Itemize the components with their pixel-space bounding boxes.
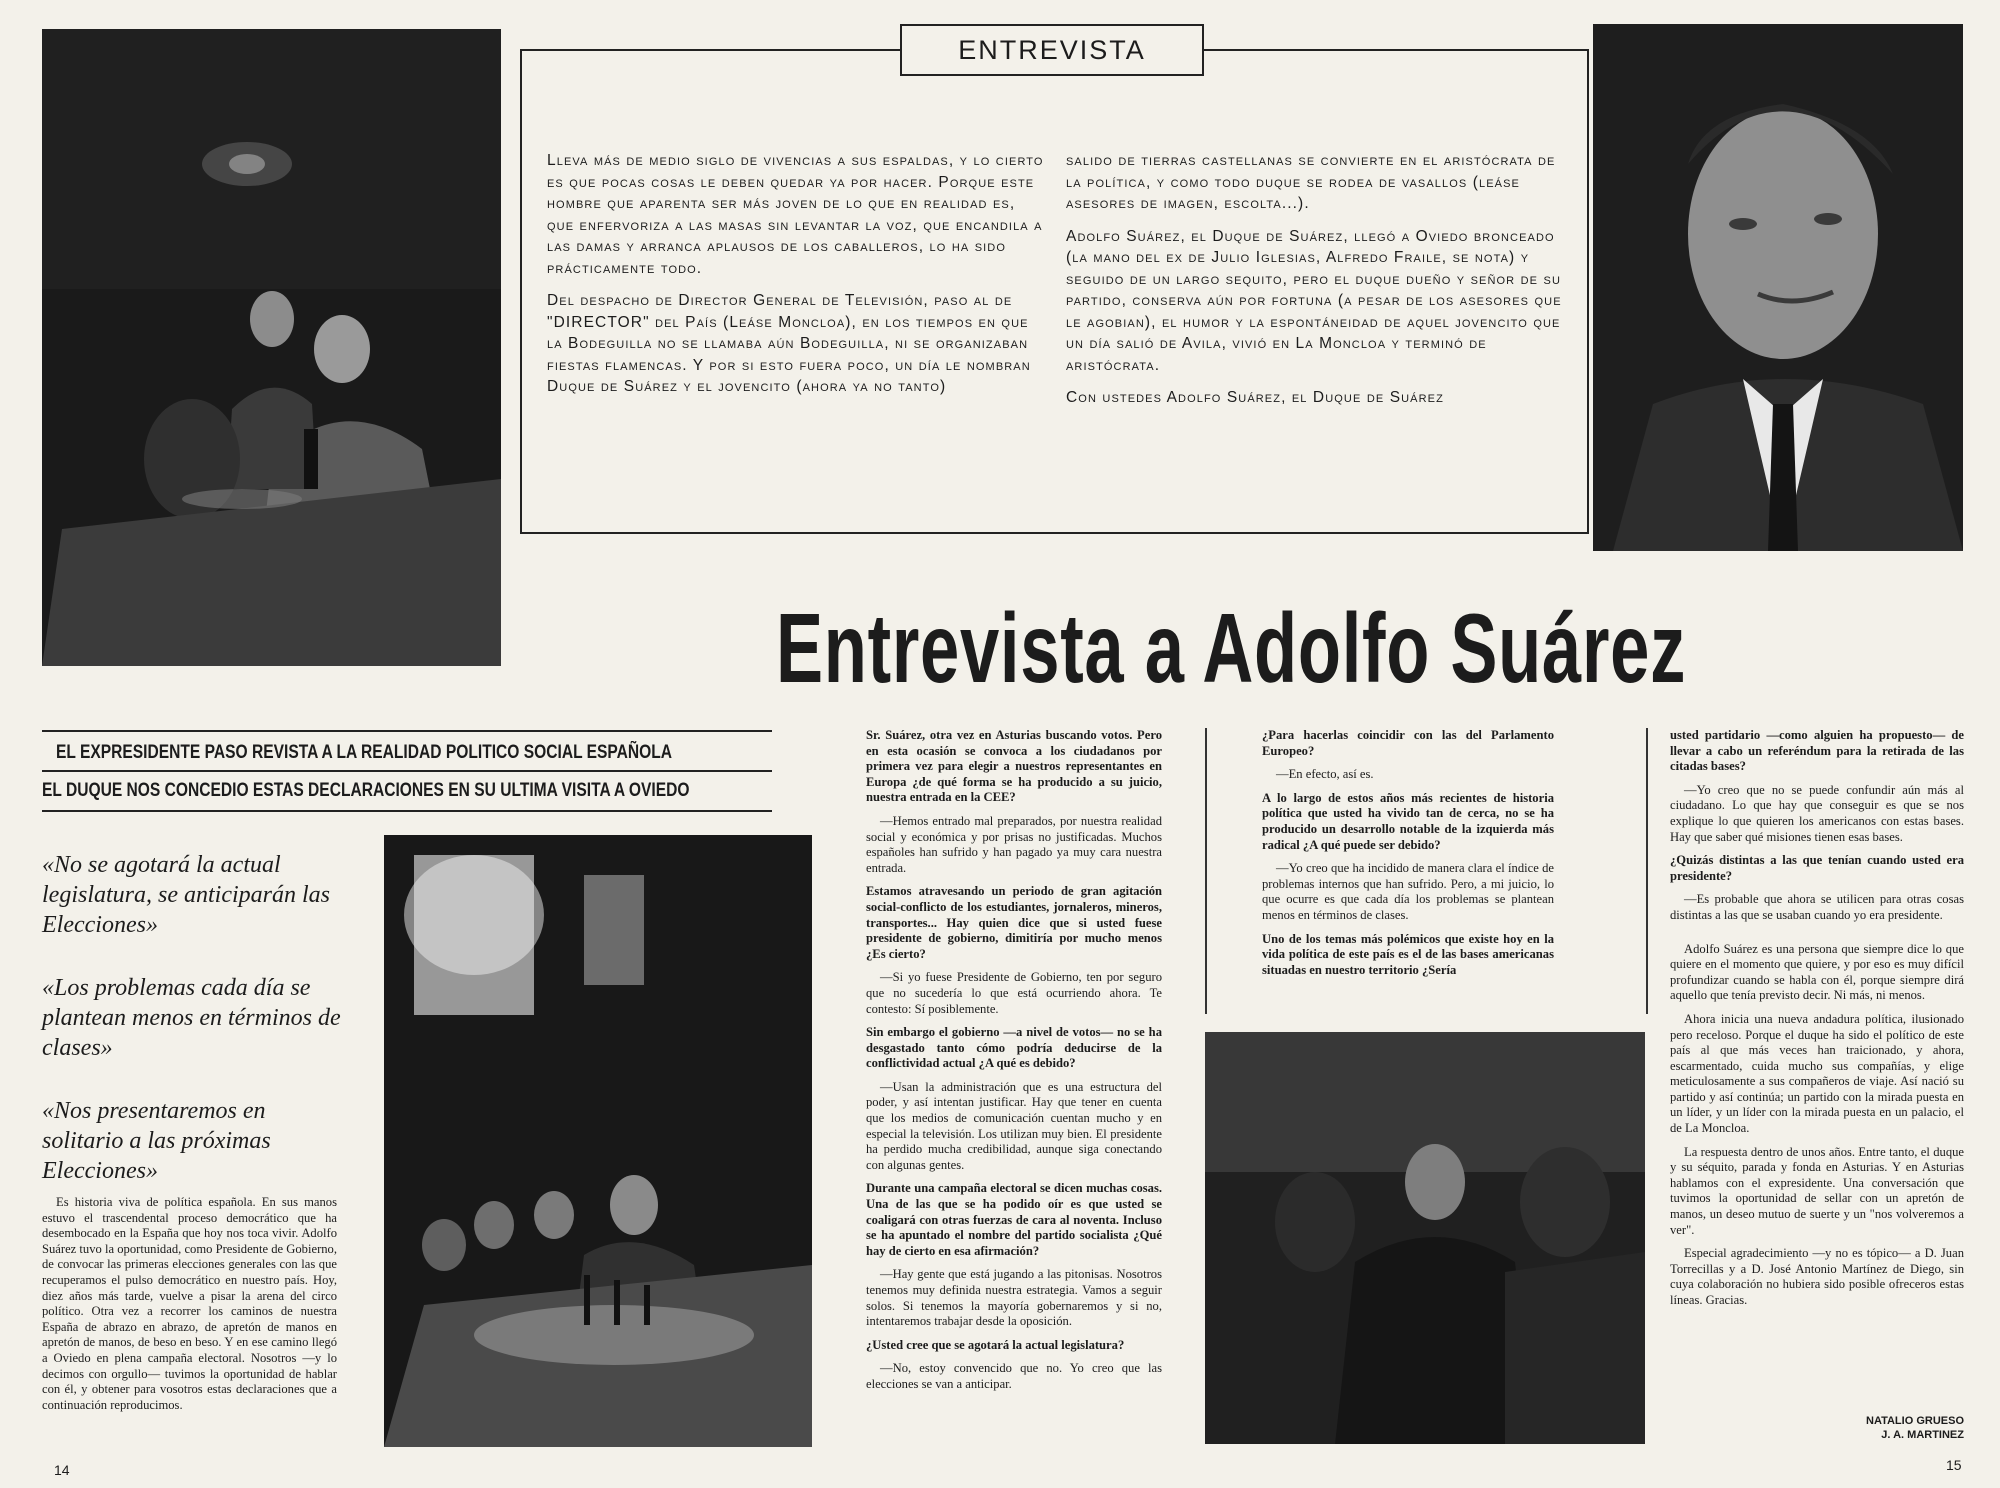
intro-paragraph: Adolfo Suárez, el Duque de Suárez, llegó a Oviedo bronceado (la mano del ex de Julio Iglesias, Alfredo Fraile, se nota) y seguido de un largo sequito, pero el duque dueño y señor de su partido, conserva aún por fortuna (a pesar de los asesores que le agobian), el humor y la espontáneidad de aquel jovencito que un día salió de Avila, vivió en La Moncloa y terminó de aristócrata.: [1066, 227, 1562, 374]
subhead-line: EL EXPRESIDENTE PASO REVISTA A LA REALIDAD POLITICO SOCIAL ESPAÑOLA: [56, 742, 673, 763]
interview-column-5: [1670, 728, 1964, 1317]
photo-suarez-crowd: [1205, 1032, 1645, 1444]
answer: —Hay gente que está jugando a las pitonisas. Nosotros tenemos muy definida nuestra estrategia. Vamos a seguir solos. Si tenemos la mayoría gobernaremos y si no, intentaremos trabajar desde la oposición.: [866, 1267, 1162, 1329]
answer: —Yo creo que no se puede confundir aún más al ciudadano. Lo que hay que conseguir es que se nos explique lo que quieren los americanos con estas bases. Hay que saber qué misiones tienen esas bases.: [1670, 782, 1964, 844]
question: Durante una campaña electoral se dicen muchas cosas. Una de las que se ha podido oír es que usted se coaligará con otras fuerzas de cara al noventa. Incluso se ha apuntado el nombre del partido socialista ¿Qué hay de cierto en esa afirmación?: [866, 1181, 1162, 1258]
intro-paragraph: Del despacho de Director General de Televisión, paso al de "DIRECTOR" del País (Leáse Moncloa), en los tiempos en que la Bodeguilla no se llamaba aún Bodeguilla, ni se organizaban fiestas flamencas. Y por si esto fuera poco, un día le nombran Duque de Suárez y el jovencito (ahora ya no tanto): [547, 292, 1031, 395]
pull-quote: «Nos presentaremos en solitario a las próximas Elecciones»: [42, 1098, 271, 1184]
answer: —Es probable que ahora se utilicen para otras cosas distintas a las que se usaban cuando yo era presidente.: [1670, 892, 1964, 922]
question: Uno de los temas más polémicos que existe hoy en la vida política de este país es el de las bases americanas situadas en nuestro territorio ¿Sería: [1262, 931, 1554, 977]
question: ¿Usted cree que se agotará la actual legislatura?: [866, 1337, 1125, 1352]
intro-paragraph: Lleva más de medio siglo de vivencias a sus espaldas, y lo cierto es que pocas cosas le deben quedar ya por hacer. Porque este hombre que aparenta ser más joven de lo que en realidad es, que enfervoriza a las masas sin levantar la voz, que encandila a las damas y arranca aplausos de los caballeros, lo ha sido prácticamente todo.: [547, 152, 1044, 277]
intro-paragraph: salido de tierras castellanas se convierte en el aristócrata de la política, y como todo duque se rodea de vasallos (leáse asesores de imagen, escolta...).: [1066, 152, 1556, 212]
closing-paragraph: La respuesta dentro de unos años. Entre tanto, el duque y su séquito, parada y fonda en Asturias. Y en Asturias hablamos con el expresidente. Una conversación que tuvimos la oportunidad de sellar con un apretón de manos, un deseo mutuo de suerte y un "nos volveremos a ver".: [1670, 1144, 1964, 1237]
page-number-left: 14: [54, 1462, 70, 1478]
answer: —En efecto, así es.: [1276, 767, 1374, 782]
pull-quote: «Los problemas cada día se plantean menos en términos de clases»: [42, 975, 341, 1061]
page-number-right: 15: [1946, 1457, 1962, 1473]
intro-column-2: [1066, 150, 1571, 420]
question: ¿Quizás distintas a las que tenían cuando usted era presidente?: [1670, 853, 1964, 883]
question: ¿Para hacerlas coincidir con las del Parlamento Europeo?: [1262, 728, 1554, 758]
question: A lo largo de estos años más recientes de historia política que usted ha vivido tan de cerca, no se ha producido un desarrollo notable de la izquierda más radical ¿A qué puede ser debido?: [1262, 790, 1554, 852]
section-kicker: ENTREVISTA: [900, 24, 1204, 76]
pull-quote: «No se agotará la actual legislatura, se anticiparán las Elecciones»: [42, 852, 330, 938]
answer: —Yo creo que ha incidido de manera clara el índice de problemas internos que han sufrido. Pero, a mi juicio, lo que ocurre es que cada día los problemas se plantean menos en términos de clases.: [1262, 861, 1554, 922]
closing-paragraph: Adolfo Suárez es una persona que siempre dice lo que quiere en el momento que quiere, y por eso es muy difícil profundizar cuando se habla con él, porque siempre dirá aquello que tenía previsto decir. Ni más, ni menos.: [1670, 941, 1964, 1003]
question: usted partidario —como alguien ha propuesto— de llevar a cabo un referéndum para la retirada de las citadas bases?: [1670, 728, 1964, 774]
question: Sin embargo el gobierno —a nivel de votos— no se ha desgastado tanto cómo podría deducirse de la conflictividad actual ¿A qué es debido?: [866, 1025, 1162, 1071]
photo-press-table: [384, 835, 812, 1447]
answer: —Usan la administración que es una estructura del poder, y así intentan justificar. Hay que tener en cuenta que los medios de comunicación cuentan mucho y en especial la televisión. Los utilizan muy bien. El presidente ha perdido mucha credibilidad, aunque siga conectando con algunas gentes.: [866, 1079, 1162, 1172]
closing-paragraph: Ahora inicia una nueva andadura política, ilusionado pero receloso. Porque el duque ha sido el político de este país al que más veces han traicionado, y ahora, escarmentado, cuida mucho sus compañías, y elige meticulosamente a sus compañeros de viaje. Así nació su partido y así continúa; un partido con la mirada puesta en un líder, y un líder con la mirada puesta en un palacio, el de La Moncloa.: [1670, 1011, 1964, 1136]
intro-column-1: [547, 150, 1047, 409]
headline: Entrevista a Adolfo Suárez: [776, 593, 1687, 703]
photo-portrait-suarez: [1593, 24, 1963, 551]
subhead-line: EL DUQUE NOS CONCEDIO ESTAS DECLARACIONES EN SU ULTIMA VISITA A OVIEDO: [42, 780, 690, 801]
intro-paragraph: Con ustedes Adolfo Suárez, el Duque de Suárez: [1066, 389, 1444, 406]
column-rule: [1205, 728, 1207, 1014]
answer: —Si yo fuese Presidente de Gobierno, ten por seguro que no sucedería lo que está ocurriendo ahora. Te contesto: Sí posiblemente.: [866, 970, 1162, 1016]
answer: —Hemos entrado mal preparados, por nuestra realidad social y económica y por prisas no justificadas. Muchos españoles han sufrido y han pagado ya muy cara nuestra entrada.: [866, 813, 1162, 875]
answer: —No, estoy convencido que no. Yo creo que las elecciones se van a anticipar.: [866, 1361, 1162, 1391]
subhead-box: [42, 730, 772, 812]
byline: [1760, 1414, 1964, 1442]
column-rule: [1646, 728, 1648, 1014]
author-name: NATALIO GRUESO: [1866, 1415, 1964, 1427]
interview-column-4: [1262, 728, 1554, 986]
question: Estamos atravesando un periodo de gran agitación social-conflicto de los estudiantes, jornaleros, mineros, transportes... Hay quien dice que si usted fuese presidente de gobierno, dimitiría por mucho menos ¿Es cierto?: [866, 884, 1162, 961]
closing-paragraph: Especial agradecimiento —y no es tópico— a D. Juan Torrecillas y a D. José Antonio Martínez de Diego, sin cuya colaboración no hubiera sido posible ofreceros estas líneas. Gracias.: [1670, 1246, 1964, 1307]
author-name: J. A. MARTINEZ: [1881, 1429, 1964, 1441]
lead-paragraph: [42, 1195, 337, 1421]
lead-text: Es historia viva de política española. En sus manos estuvo el trascendental proceso democrático que ha desembocado en la España que hoy nos toca vivir. Adolfo Suárez tuvo la oportunidad, como Presidente de Gobierno, de convocar las primeras elecciones generales con las que recuperamos el pulso democrático en nuestro país. Hoy, diez años más tarde, vuelve a pisar la arena del circo político. Otra vez a recorrer los caminos de nuestra España de abrazo en abrazo, de apretón de manos en apretón de manos, de beso en beso. Y en ese camino llegó a Oviedo en plena campaña electoral. Nosotros —y lo decimos con orgullo— tuvimos la oportunidad de hablar con él, y obtener para vosotros estas declaraciones que a continuación reproducimos.: [42, 1195, 337, 1412]
interview-column-3: [866, 728, 1162, 1401]
question: Sr. Suárez, otra vez en Asturias buscando votos. Pero en esta ocasión se convoca a los ciudadanos por primera vez para elegir a nuestros representantes en Europa ¿de qué forma se ha producido a su juicio, nuestra entrada en la CEE?: [866, 728, 1162, 805]
photo-press-conference-top: [42, 29, 501, 666]
